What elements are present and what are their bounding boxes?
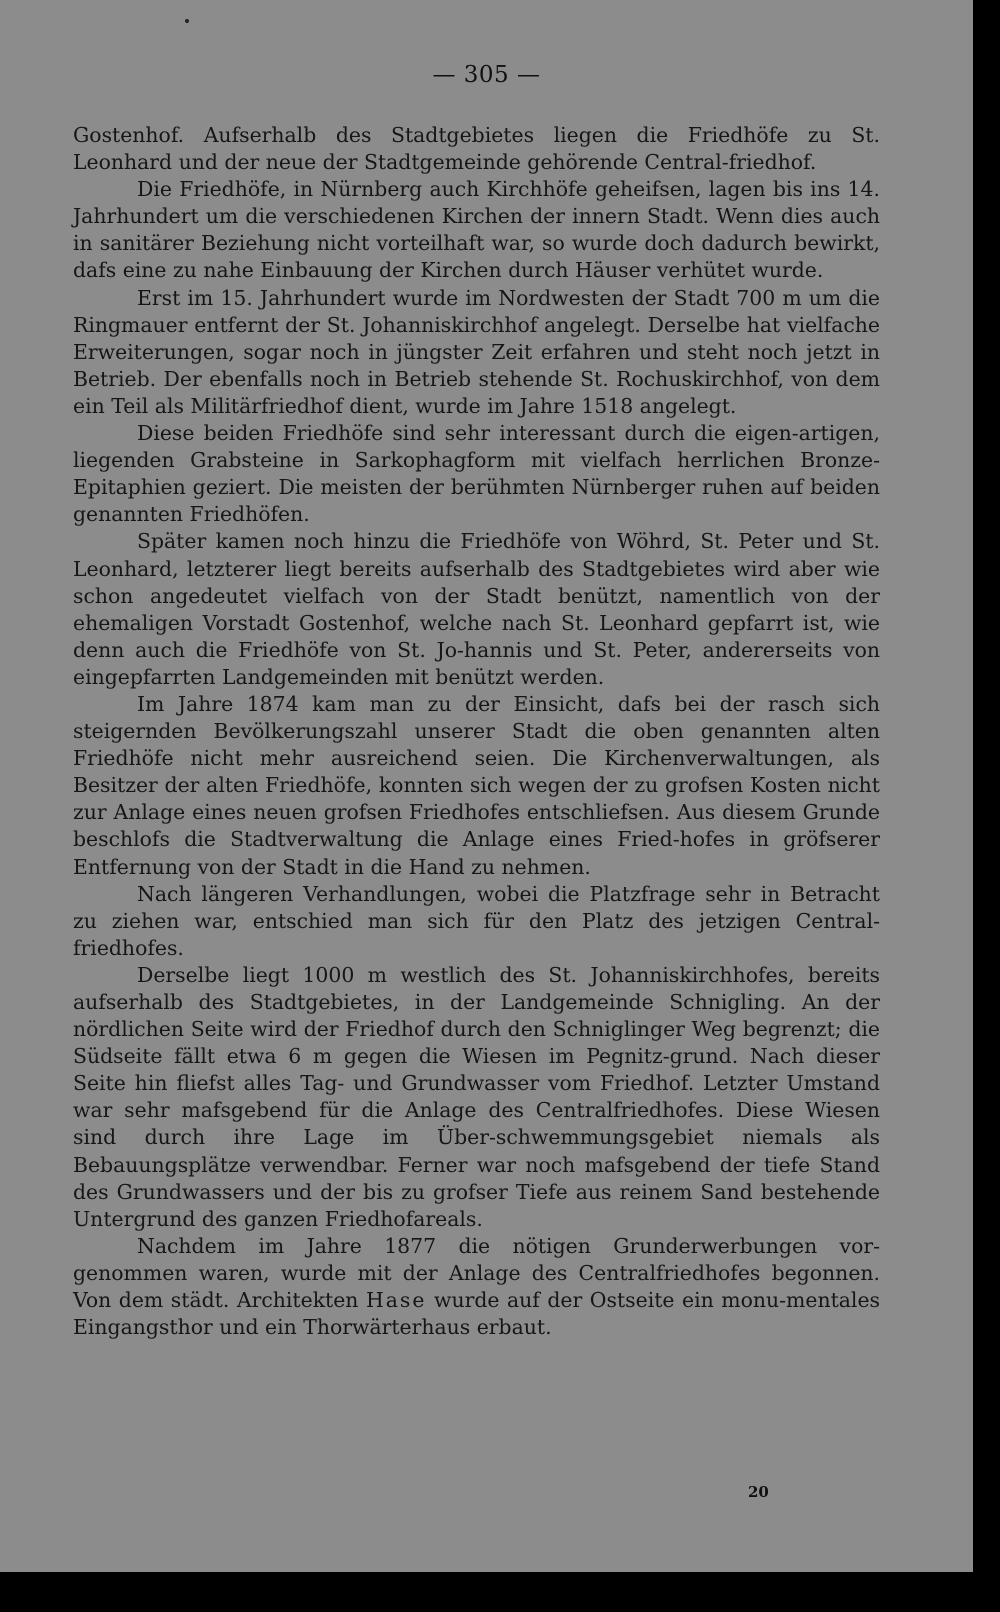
paragraph-7: Nach längeren Verhandlungen, wobei die Platzfrage sehr in Betracht zu ziehen war, entschied man sich für den Platz des jetzigen Central-friedhofes. bbox=[73, 881, 880, 960]
paragraph-4: Diese beiden Friedhöfe sind sehr interessant durch die eigen-artigen, liegenden Grabsteine in Sarkophagform mit vielfach herrlichen Bronze-Epitaphien geziert. Die meisten der berühmten Nürnberger ruhen auf beiden genannten Friedhöfen. bbox=[73, 421, 880, 527]
paragraph-5: Später kamen noch hinzu die Friedhöfe von Wöhrd, St. Peter und St. Leonhard, letzterer liegt bereits aufserhalb des Stadtgebietes wird aber wie schon angedeutet vielfach von der Stadt benützt, namentlich von der ehemaligen Vorstadt Gostenhof, welche nach St. Leonhard gepfarrt ist, wie denn auch die Friedhöfe von St. Jo-hannis und St. Peter, andererseits von eingepfarrten Landgemeinden mit benützt werden. bbox=[73, 529, 880, 689]
paragraph-3: Erst im 15. Jahrhundert wurde im Nordwesten der Stadt 700 m um die Ringmauer entfernt der St. Johanniskirchhof angelegt. Derselbe hat vielfache Erweiterungen, sogar noch in jüngster Zeit erfahren und steht noch jetzt in Betrieb. Der ebenfalls noch in Betrieb stehende St. Rochuskirchhof, von dem ein Teil als Militärfriedhof dient, wurde im Jahre 1518 angelegt. bbox=[73, 285, 880, 418]
paragraph-9-start: Nachdem im Jahre 1877 die nötigen Grunderwerbungen vor-genommen waren, wurde mit der Anlage des Centralfriedhofes begonnen. Von dem städt. Architekten bbox=[73, 1233, 880, 1313]
paragraph-1: Gostenhof. Aufserhalb des Stadtgebietes liegen die Friedhöfe zu St. Leonhard und der neue der Stadtgemeinde gehörende Central-friedhof. bbox=[73, 123, 880, 175]
paragraph-9 bbox=[73, 1233, 880, 1341]
paragraph-8: Derselbe liegt 1000 m westlich des St. Johanniskirchhofes, bereits aufserhalb des Stadtgebietes, in der Landgemeinde Schnigling. An der nördlichen Seite wird der Friedhof durch den Schniglinger Weg begrenzt; die Südseite fällt etwa 6 m gegen die Wiesen im Pegnitz-grund. Nach dieser Seite hin fliefst alles Tag- und Grundwasser vom Friedhof. Letzter Umstand war sehr mafsgebend für die Anlage des Centralfriedhofes. Diese Wiesen sind durch ihre Lage im Über-schwemmungsgebiet niemals als Bebauungsplätze verwendbar. Ferner war noch mafsgebend der tiefe Stand des Grundwassers und der bis zu grofser Tiefe aus reinem Sand bestehende Untergrund des ganzen Friedhofareals. bbox=[73, 962, 880, 1231]
architect-name: Hase bbox=[365, 1288, 427, 1313]
dust-speck bbox=[185, 19, 189, 23]
signature-mark: 20 bbox=[748, 1483, 769, 1501]
body-text bbox=[73, 122, 880, 1341]
page-number: — 305 — bbox=[432, 62, 541, 88]
paragraph-9-end: wurde auf der Ostseite ein monu-mentales Eingangsthor und ein Thorwärterhaus erbaut. bbox=[73, 1288, 880, 1340]
paragraph-6: Im Jahre 1874 kam man zu der Einsicht, dafs bei der rasch sich steigernden Bevölkerungszahl unserer Stadt die oben genannten alten Friedhöfe nicht mehr ausreichend seien. Die Kirchenverwaltungen, als Besitzer der alten Friedhöfe, konnten sich wegen der zu grofsen Kosten nicht zur Anlage eines neuen grofsen Friedhofes entschliefsen. Aus diesem Grunde beschlofs die Stadtverwaltung die Anlage eines Fried-hofes in gröfserer Entfernung von der Stadt in die Hand zu nehmen. bbox=[73, 691, 880, 879]
paragraph-2: Die Friedhöfe, in Nürnberg auch Kirchhöfe geheifsen, lagen bis ins 14. Jahrhundert um die verschiedenen Kirchen der innern Stadt. Wenn dies auch in sanitärer Beziehung nicht vorteilhaft war, so wurde doch dadurch bewirkt, dafs eine zu nahe Einbauung der Kirchen durch Häuser verhütet wurde. bbox=[73, 177, 880, 283]
